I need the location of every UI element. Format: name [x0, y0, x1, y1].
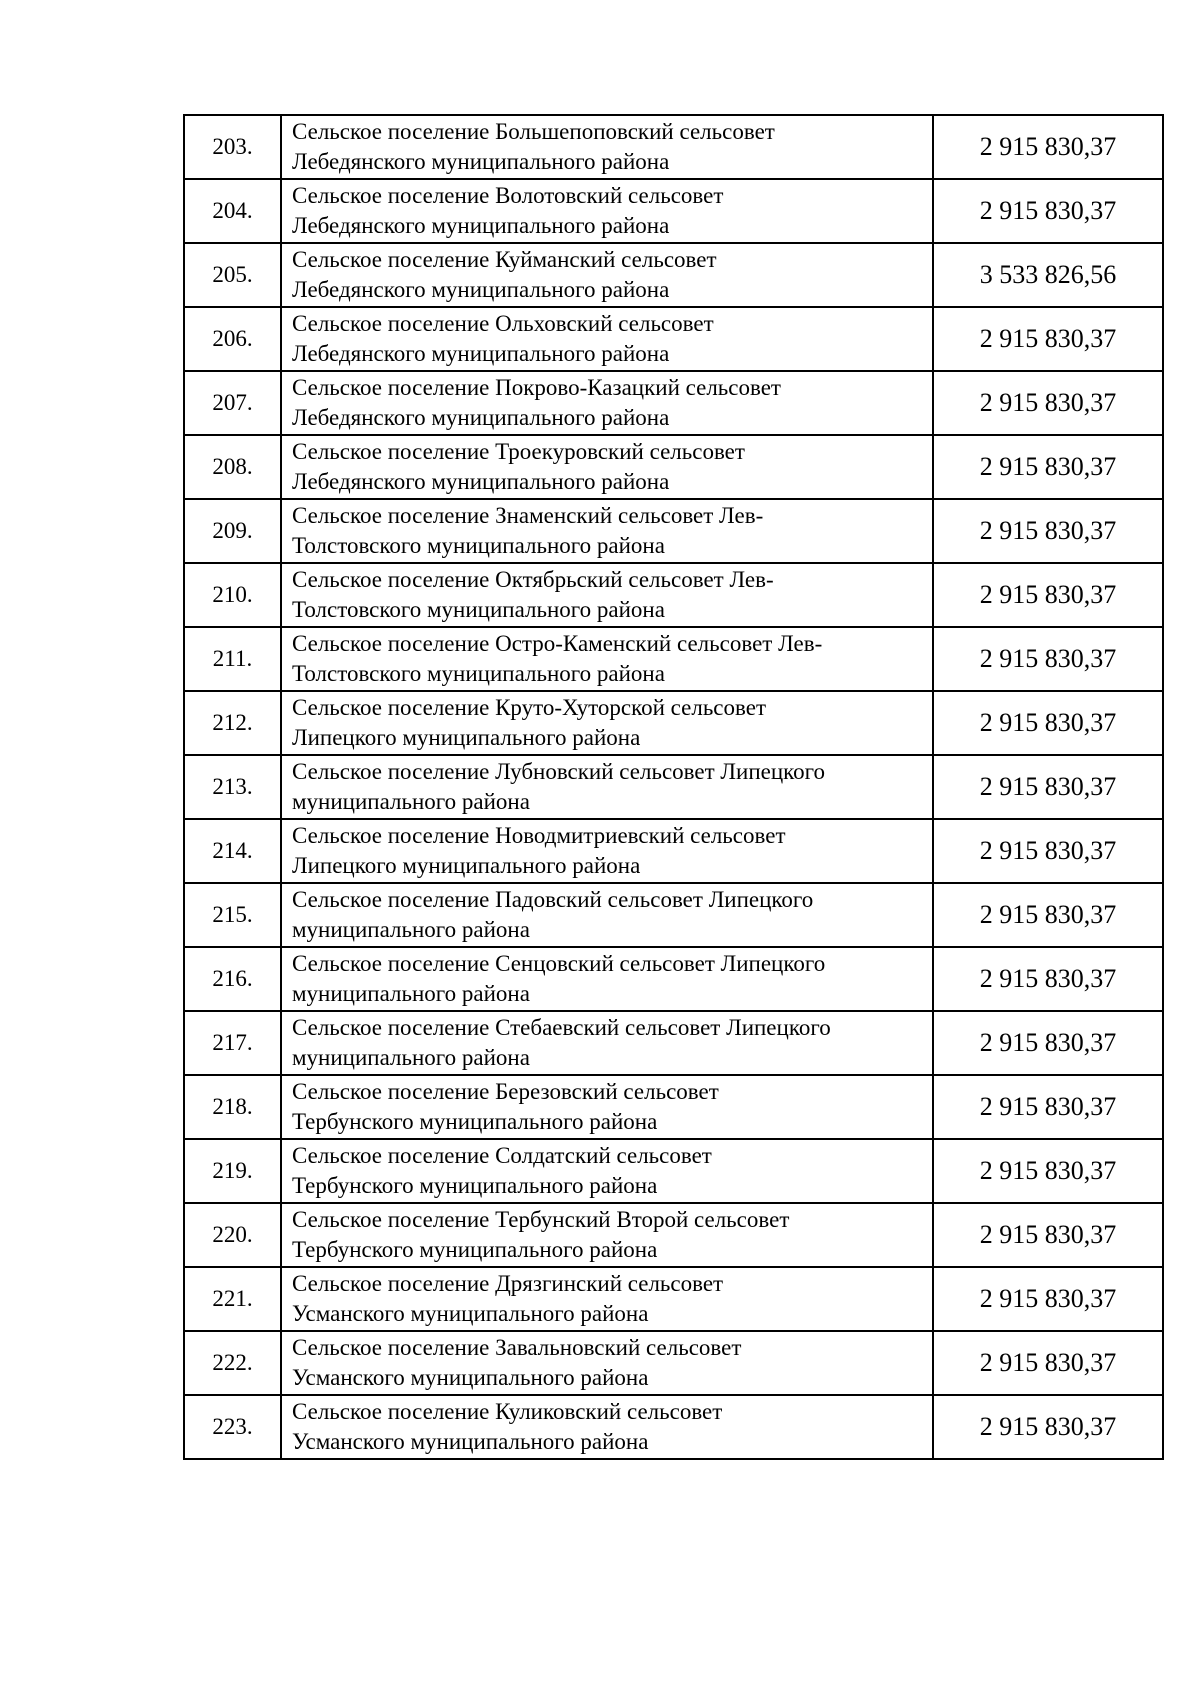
table-row	[184, 1139, 1163, 1203]
settlement-name-line-2: Усманского муниципального района	[292, 1365, 649, 1390]
amount: 2 915 830,37	[933, 371, 1163, 435]
settlement-name	[281, 1075, 933, 1139]
row-number: 204.	[184, 179, 281, 243]
row-number: 210.	[184, 563, 281, 627]
settlement-name	[281, 1331, 933, 1395]
settlement-name-line-2: муниципального района	[292, 789, 530, 814]
settlement-name-line-2: Толстовского муниципального района	[292, 597, 665, 622]
settlement-name-line-1: Сельское поселение Большепоповский сельсовет	[292, 119, 775, 144]
row-number: 208.	[184, 435, 281, 499]
row-number: 221.	[184, 1267, 281, 1331]
settlement-name-line-2: Тербунского муниципального района	[292, 1173, 658, 1198]
row-number: 222.	[184, 1331, 281, 1395]
settlement-name-line-2: Толстовского муниципального района	[292, 533, 665, 558]
settlement-name-line-2: Усманского муниципального района	[292, 1301, 649, 1326]
settlement-name-line-2: Лебедянского муниципального района	[292, 405, 670, 430]
settlement-name	[281, 371, 933, 435]
settlement-name-line-1: Сельское поселение Троекуровский сельсовет	[292, 439, 745, 464]
row-number: 220.	[184, 1203, 281, 1267]
row-number: 213.	[184, 755, 281, 819]
amount: 2 915 830,37	[933, 435, 1163, 499]
row-number: 203.	[184, 115, 281, 179]
settlements-table	[183, 114, 1164, 1460]
settlement-name	[281, 627, 933, 691]
table-row	[184, 627, 1163, 691]
settlement-name-line-1: Сельское поселение Березовский сельсовет	[292, 1079, 719, 1104]
settlement-name	[281, 1267, 933, 1331]
amount: 2 915 830,37	[933, 1075, 1163, 1139]
amount: 2 915 830,37	[933, 499, 1163, 563]
amount: 2 915 830,37	[933, 627, 1163, 691]
settlement-name-line-1: Сельское поселение Куйманский сельсовет	[292, 247, 717, 272]
row-number: 219.	[184, 1139, 281, 1203]
settlement-name-line-1: Сельское поселение Куликовский сельсовет	[292, 1399, 723, 1424]
settlement-name	[281, 947, 933, 1011]
table-row	[184, 1395, 1163, 1459]
table-row	[184, 243, 1163, 307]
table-row	[184, 819, 1163, 883]
settlement-name-line-2: Тербунского муниципального района	[292, 1237, 658, 1262]
settlement-name-line-2: Усманского муниципального района	[292, 1429, 649, 1454]
row-number: 218.	[184, 1075, 281, 1139]
row-number: 205.	[184, 243, 281, 307]
table-row	[184, 1075, 1163, 1139]
settlement-name	[281, 435, 933, 499]
settlement-name-line-1: Сельское поселение Дрязгинский сельсовет	[292, 1271, 724, 1296]
settlement-name	[281, 819, 933, 883]
settlement-name	[281, 1011, 933, 1075]
table-body	[184, 115, 1163, 1459]
settlement-name-line-1: Сельское поселение Сенцовский сельсовет Липецкого	[292, 951, 826, 976]
amount: 2 915 830,37	[933, 947, 1163, 1011]
row-number: 207.	[184, 371, 281, 435]
table-row	[184, 115, 1163, 179]
settlement-name-line-2: Толстовского муниципального района	[292, 661, 665, 686]
settlement-name-line-2: Тербунского муниципального района	[292, 1109, 658, 1134]
table-row	[184, 1267, 1163, 1331]
amount: 2 915 830,37	[933, 1395, 1163, 1459]
settlement-name-line-2: Лебедянского муниципального района	[292, 213, 670, 238]
amount: 2 915 830,37	[933, 1011, 1163, 1075]
table-row	[184, 179, 1163, 243]
row-number: 217.	[184, 1011, 281, 1075]
table-row	[184, 1331, 1163, 1395]
amount: 2 915 830,37	[933, 563, 1163, 627]
settlement-name-line-1: Сельское поселение Покрово-Казацкий сельсовет	[292, 375, 781, 400]
settlement-name-line-1: Сельское поселение Новодмитриевский сельсовет	[292, 823, 786, 848]
amount: 2 915 830,37	[933, 1331, 1163, 1395]
amount: 2 915 830,37	[933, 691, 1163, 755]
table-row	[184, 755, 1163, 819]
amount: 3 533 826,56	[933, 243, 1163, 307]
row-number: 215.	[184, 883, 281, 947]
amount: 2 915 830,37	[933, 1139, 1163, 1203]
settlement-name	[281, 1203, 933, 1267]
settlement-name-line-2: Лебедянского муниципального района	[292, 469, 670, 494]
settlement-name	[281, 563, 933, 627]
settlement-name-line-2: Липецкого муниципального района	[292, 853, 641, 878]
settlement-name-line-2: Лебедянского муниципального района	[292, 277, 670, 302]
settlement-name-line-1: Сельское поселение Круто-Хуторской сельсовет	[292, 695, 767, 720]
settlement-name	[281, 1395, 933, 1459]
row-number: 209.	[184, 499, 281, 563]
settlement-name	[281, 691, 933, 755]
row-number: 223.	[184, 1395, 281, 1459]
settlement-name	[281, 883, 933, 947]
settlement-name-line-2: муниципального района	[292, 917, 530, 942]
settlement-name-line-1: Сельское поселение Солдатский сельсовет	[292, 1143, 712, 1168]
table-row	[184, 499, 1163, 563]
amount: 2 915 830,37	[933, 819, 1163, 883]
row-number: 216.	[184, 947, 281, 1011]
amount: 2 915 830,37	[933, 115, 1163, 179]
row-number: 211.	[184, 627, 281, 691]
settlement-name	[281, 499, 933, 563]
table-row	[184, 371, 1163, 435]
settlement-name	[281, 243, 933, 307]
settlement-name-line-1: Сельское поселение Тербунский Второй сельсовет	[292, 1207, 790, 1232]
settlement-name-line-2: Лебедянского муниципального района	[292, 341, 670, 366]
settlement-name-line-1: Сельское поселение Остро-Каменский сельсовет Лев-	[292, 631, 823, 656]
settlement-name-line-1: Сельское поселение Завальновский сельсовет	[292, 1335, 742, 1360]
amount: 2 915 830,37	[933, 1267, 1163, 1331]
settlement-name-line-1: Сельское поселение Октябрьский сельсовет Лев-	[292, 567, 774, 592]
settlement-name-line-2: Липецкого муниципального района	[292, 725, 641, 750]
settlement-name	[281, 1139, 933, 1203]
settlement-name-line-1: Сельское поселение Знаменский сельсовет Лев-	[292, 503, 764, 528]
settlement-name	[281, 115, 933, 179]
table-row	[184, 1011, 1163, 1075]
amount: 2 915 830,37	[933, 755, 1163, 819]
settlement-name-line-2: Лебедянского муниципального района	[292, 149, 670, 174]
settlement-name	[281, 307, 933, 371]
settlement-name-line-2: муниципального района	[292, 981, 530, 1006]
settlement-name-line-1: Сельское поселение Волотовский сельсовет	[292, 183, 724, 208]
row-number: 206.	[184, 307, 281, 371]
table-row	[184, 307, 1163, 371]
table-row	[184, 1203, 1163, 1267]
table-row	[184, 947, 1163, 1011]
row-number: 214.	[184, 819, 281, 883]
table-row	[184, 691, 1163, 755]
settlement-name-line-1: Сельское поселение Лубновский сельсовет Липецкого	[292, 759, 826, 784]
amount: 2 915 830,37	[933, 1203, 1163, 1267]
settlement-name-line-1: Сельское поселение Стебаевский сельсовет Липецкого	[292, 1015, 831, 1040]
settlement-name-line-1: Сельское поселение Ольховский сельсовет	[292, 311, 714, 336]
amount: 2 915 830,37	[933, 179, 1163, 243]
settlement-name-line-1: Сельское поселение Падовский сельсовет Липецкого	[292, 887, 814, 912]
amount: 2 915 830,37	[933, 883, 1163, 947]
row-number: 212.	[184, 691, 281, 755]
table-row	[184, 563, 1163, 627]
table-row	[184, 883, 1163, 947]
settlement-name	[281, 755, 933, 819]
table-row	[184, 435, 1163, 499]
settlement-name-line-2: муниципального района	[292, 1045, 530, 1070]
amount: 2 915 830,37	[933, 307, 1163, 371]
settlement-name	[281, 179, 933, 243]
